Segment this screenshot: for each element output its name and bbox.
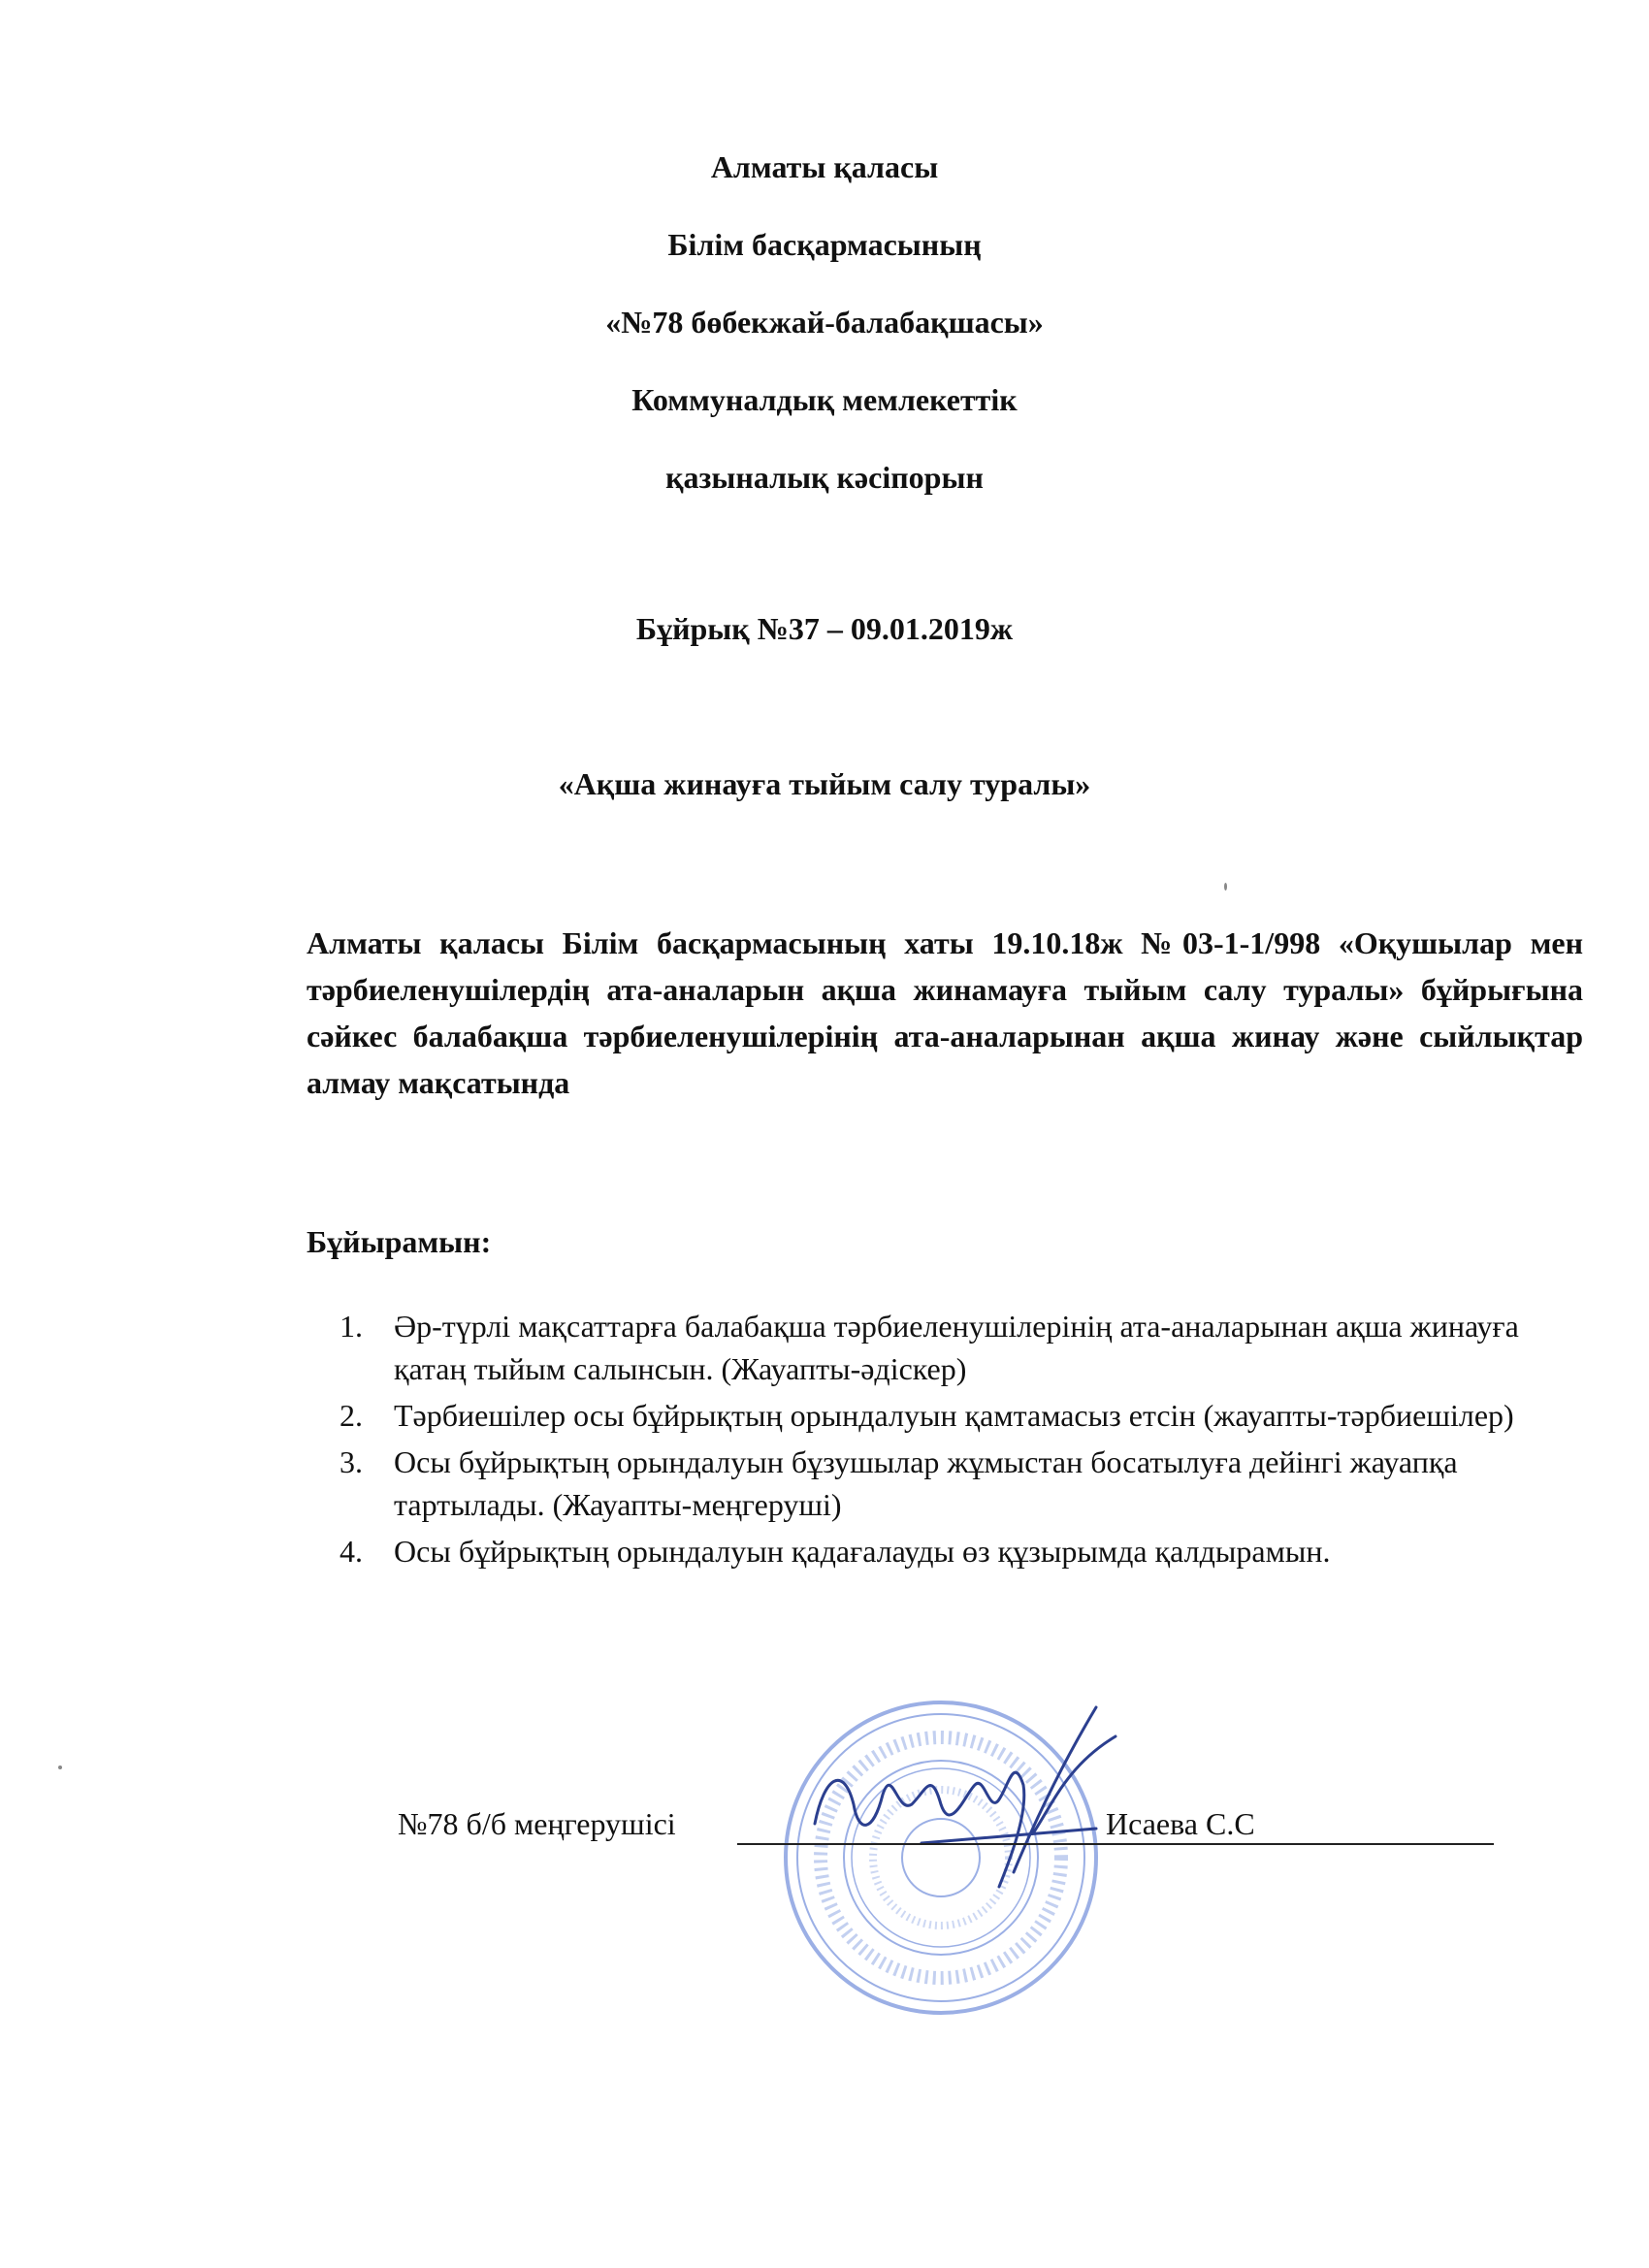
order-label: Бұйырамын: <box>307 1224 492 1259</box>
order-title: Бұйрық №37 – 09.01.2019ж <box>635 611 1014 646</box>
signature-row <box>398 1806 1620 1864</box>
header-institution: «№78 бөбекжай-балабақшасы» <box>605 305 1044 340</box>
order-subject: «Ақша жинауға тыйым салу туралы» <box>558 766 1091 801</box>
list-item <box>340 1441 1591 1526</box>
header-enterprise-form: қазыналық кәсіпорын <box>665 460 984 495</box>
header-enterprise-type: Коммуналдық мемлекеттік <box>631 382 1018 417</box>
item-number: 4. <box>340 1534 363 1569</box>
item-number: 3. <box>340 1444 363 1479</box>
signature-line <box>737 1843 1494 1845</box>
signatory-position: №78 б/б меңгерушісі <box>398 1806 676 1841</box>
list-item <box>340 1530 1591 1572</box>
item-number: 1. <box>340 1309 363 1344</box>
item-text: Тәрбиешілер осы бұйрықтың орындалуын қамтамасыз етсін (жауапты-тәрбиешілер) <box>394 1398 1514 1433</box>
scan-speck <box>1224 883 1227 891</box>
item-number: 2. <box>340 1398 363 1433</box>
header-city: Алматы қаласы <box>710 149 939 184</box>
scan-speck <box>58 1766 62 1769</box>
order-items-list <box>340 1305 1591 1576</box>
header-department: Білім басқармасының <box>667 227 982 262</box>
preamble-paragraph: Алматы қаласы Білім басқармасының хаты 19.10.18ж №03-1-1/998 «Оқушылар мен тәрбиеленушілердің ата-аналарын ақша жинамауға тыйым салу туралы» бұйрығына сәйкес балабақша тәрбиеленушілерінің ата-аналарынан ақша жинау және сыйлықтар алмау мақсатында <box>307 925 1583 1100</box>
signatory-name: Исаева С.С <box>1106 1806 1255 1841</box>
list-item <box>340 1394 1591 1437</box>
item-text: Осы бұйрықтың орындалуын бұзушылар жұмыстан босатылуға дейінгі жауапқа тартылады. (Жауапты-меңгеруші) <box>394 1444 1458 1522</box>
list-item <box>340 1305 1591 1390</box>
item-text: Әр-түрлі мақсаттарға балабақша тәрбиеленушілерінің ата-аналарынан ақша жинауға қатаң тыйым салынсын. (Жауапты-әдіскер) <box>394 1309 1519 1386</box>
item-text: Осы бұйрықтың орындалуын қадағалауды өз құзырымда қалдырамын. <box>394 1534 1331 1569</box>
